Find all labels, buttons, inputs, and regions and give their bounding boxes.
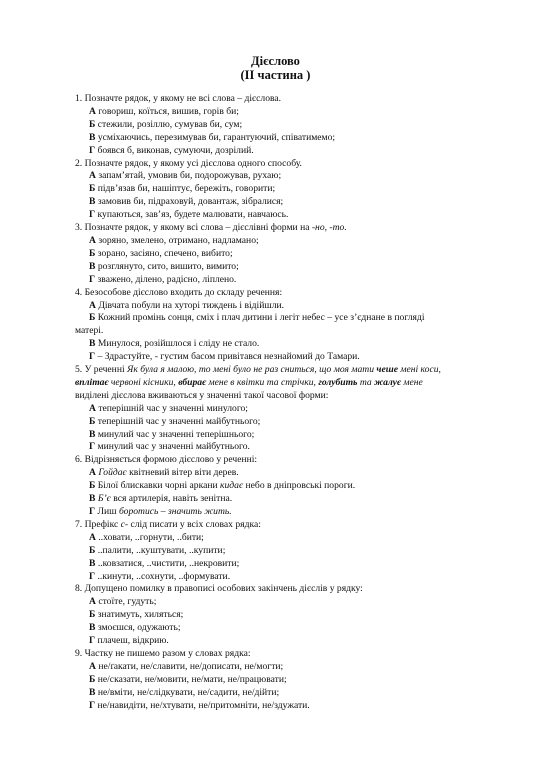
question-stem: 6. Відрізняється формою дієслово у реченні: [75,454,258,466]
page-title: Дієслово [251,54,300,68]
answer-option: В минулий час у значенні теперішнього; [89,428,255,440]
answer-option: В ..ковзатися, ..чистити, ..некровити; [89,557,240,569]
answer-option: Б зорано, засіяно, спечено, вибито; [89,247,233,259]
answer-option: В розглянуто, сито, вишито, вимито; [89,260,239,272]
question-stem-line: вплітає червоні кісники, вбирає мене в квітки та стрічки, голубить та жалує мене [75,376,423,388]
answer-option: Б ..палити, ..куштувати, ..купити; [89,544,226,556]
answer-option: Г – Здрастуйте, - густим басом привітався незнайомий до Тамари. [89,351,360,363]
question-stem: 8. Допущено помилку в правописі особових закінчень дієслів у рядку: [75,583,363,595]
question-stem: 3. Позначте рядок, у якому всі слова – дієслівні форми на -но, -то. [75,222,347,234]
answer-option: Б Білої блискавки чорні аркани кидає небо в дніпровські пороги. [89,480,356,492]
answer-option: Б не/сказати, не/мовити, не/мати, не/працювати; [89,673,287,685]
answer-option: Г ..кинути, ..сохнути, ..формувати. [89,570,231,582]
questions-list [75,93,541,713]
answer-option: Б підв’язав би, нашіптує, бережіть, говорити; [89,183,276,195]
answer-option-continuation: матері. [75,325,104,337]
answer-option: Г зважено, ділено, радісно, ліплено. [89,273,237,285]
question-stem: 9. Частку не пишемо разом у словах рядка: [75,647,251,659]
answer-option: А говориш, коїться, вишив, горів би; [89,105,239,117]
answer-option: Б стежили, розіллю, сумував би, сум; [89,118,243,130]
answer-option: Г не/навидіти, не/хтувати, не/притомніти, не/здужати. [89,699,310,711]
question-stem-line: виділені дієслова вживаються у значенні такої часової форми: [75,389,329,401]
answer-option: Б теперішній час у значенні майбутнього; [89,415,261,427]
answer-option: А теперішній час у значенні минулого; [89,402,248,414]
answer-option: В змоєшся, одужають; [89,622,181,634]
answer-option: А Гойдає квітневий вітер віти дерев. [89,467,239,479]
answer-option: Г купаються, зав’яз, будете малювати, навчаюсь. [89,209,289,221]
answer-option: В замовив би, підраховуй, довантаж, зібралися; [89,196,284,208]
answer-option: В Б’є вся артилерія, навіть зенітна. [89,493,233,505]
answer-option: А стоїте, гудуть; [89,596,157,608]
answer-option: А зоряно, змелено, отримано, надламано; [89,234,259,246]
answer-option: В усміхаючись, перезимував би, гарантуючий, співатимемо; [89,131,336,143]
question-stem: 7. Префікс с- слід писати у всіх словах рядка: [75,518,261,530]
answer-option: Б знатимуть, хиляться; [89,609,184,621]
answer-option: А запам’ятай, умовив би, подорожував, рухаю; [89,170,282,182]
answer-option: В не/вміти, не/слідкувати, не/садити, не/дійти; [89,686,280,698]
question-stem: 4. Безособове дієслово входить до складу речення: [75,286,283,298]
answer-option: Г Лиш боротись – значить жить. [89,506,232,517]
question-stem: 2. Позначте рядок, у якому усі дієслова одного способу. [75,157,302,169]
answer-option: Г плачеш, відкрию. [89,635,169,647]
answer-option: А не/ґакати, не/славити, не/дописати, не/могти; [89,660,284,672]
page-subtitle: (ІІ частина ) [240,68,311,82]
answer-option: Б Кожний промінь сонця, сміх і плач дитини і легіт небес – усе з’єднане в погляді [89,312,425,324]
question-stem: 5. У реченні Як була я малою, то мені було не раз сниться, що моя мати чеше мені коси, [75,364,441,376]
answer-option: В Минулося, розійшлося і сліду не стало. [89,338,260,350]
answer-option: Г боявся б, виконав, сумуючи, дозрілий. [89,144,254,156]
answer-option: А ..ховати, ..горнути, ..бити; [89,531,204,543]
answer-option: А Дівчата побули на хуторі тиждень і відійшли. [89,299,285,311]
answer-option: Г минулий час у значенні майбутнього. [89,441,250,453]
question-stem: 1. Позначте рядок, у якому не всі слова – дієслова. [75,93,282,104]
